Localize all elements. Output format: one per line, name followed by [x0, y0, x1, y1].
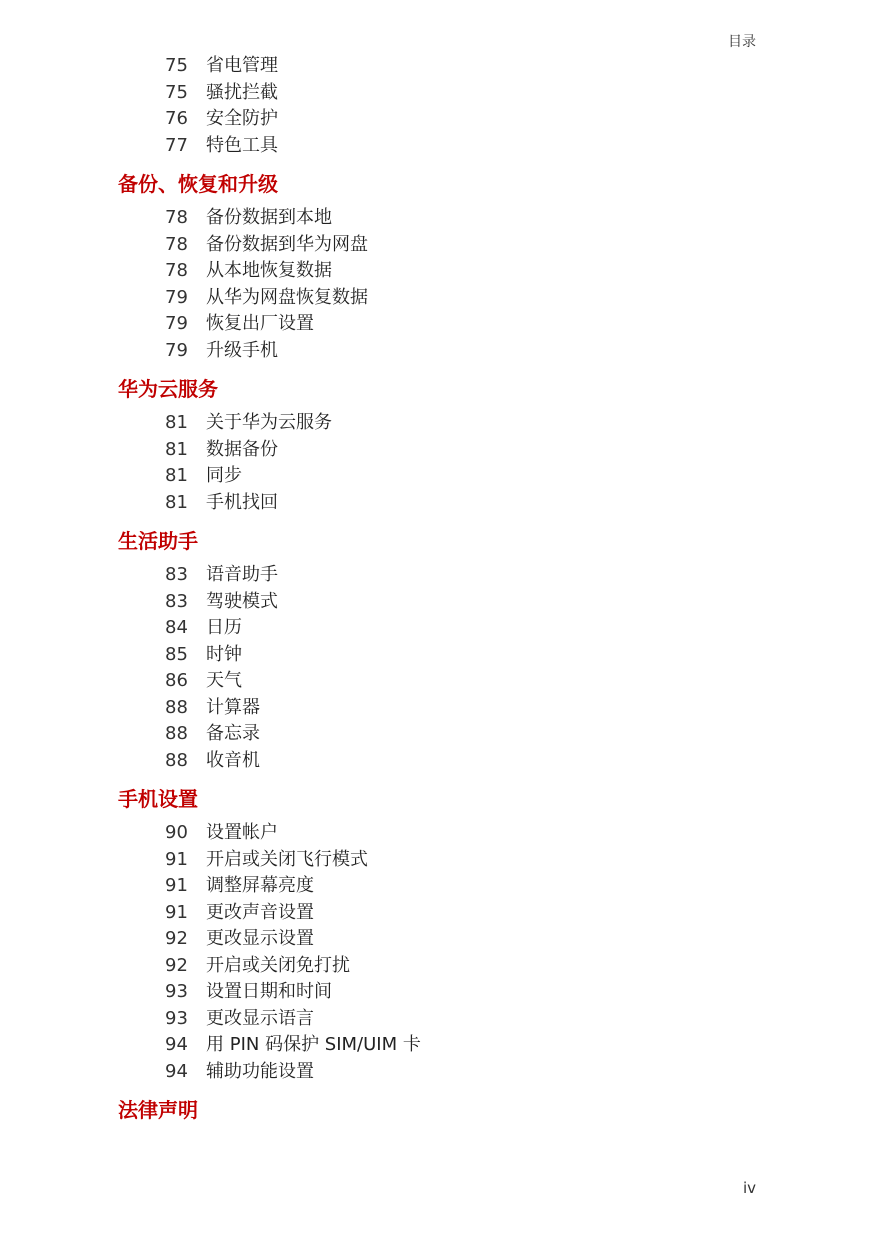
toc-entry-title: 驾驶模式	[206, 590, 278, 612]
toc-section-heading[interactable]: 华为云服务	[118, 377, 218, 401]
toc-entry-page: 92	[165, 928, 188, 949]
toc-entry-title: 设置帐户	[206, 822, 278, 843]
toc-entry[interactable]	[0, 562, 875, 589]
toc-entry-page: 81	[165, 491, 188, 513]
toc-entry-page: 81	[165, 412, 188, 433]
toc-entry-title: 从本地恢复数据	[206, 260, 332, 281]
toc-entry-title: 手机找回	[206, 491, 278, 513]
toc-entry-page: 83	[165, 564, 188, 585]
toc-entry-page: 91	[165, 875, 188, 896]
toc-entry-title: 恢复出厂设置	[206, 313, 314, 334]
toc-entry-page: 91	[165, 848, 188, 870]
toc-entry[interactable]	[0, 900, 875, 927]
toc-entry-title: 用 PIN 码保护 SIM/UIM 卡	[206, 1034, 421, 1055]
toc-entry-page: 78	[165, 233, 188, 255]
toc-entry-page: 78	[165, 207, 188, 228]
toc-entry[interactable]	[0, 1032, 875, 1059]
toc-entry[interactable]	[0, 695, 875, 722]
toc-entry-page: 94	[165, 1060, 188, 1082]
running-header: 目录	[728, 34, 756, 50]
toc-entry-page: 77	[165, 134, 188, 156]
toc-entry-page: 84	[165, 617, 188, 638]
toc-entry[interactable]	[0, 926, 875, 953]
toc-section-heading[interactable]: 备份、恢复和升级	[118, 172, 278, 196]
toc-entry[interactable]	[0, 979, 875, 1006]
toc-entry[interactable]	[0, 106, 875, 133]
toc-entry-title: 日历	[206, 617, 242, 638]
toc-entry-page: 76	[165, 108, 188, 129]
toc-entry-title: 辅助功能设置	[206, 1060, 314, 1082]
toc-entry-title: 从华为网盘恢复数据	[206, 286, 368, 308]
toc-entry-title: 关于华为云服务	[206, 412, 332, 433]
toc-entry[interactable]	[0, 642, 875, 669]
toc-entry-page: 90	[165, 822, 188, 843]
toc-entry-page: 75	[165, 81, 188, 103]
toc-entry-title: 设置日期和时间	[206, 981, 332, 1002]
toc-entry[interactable]	[0, 338, 875, 365]
toc-entry-title: 开启或关闭免打扰	[206, 954, 350, 976]
toc-entry-title: 备忘录	[206, 723, 260, 744]
toc-entry-page: 88	[165, 696, 188, 718]
toc-entry[interactable]	[0, 668, 875, 695]
toc-entry-title: 收音机	[206, 749, 260, 771]
table-of-contents	[0, 53, 875, 1131]
toc-entry-page: 93	[165, 1007, 188, 1029]
toc-entry[interactable]	[0, 410, 875, 437]
toc-entry-title: 同步	[206, 465, 242, 486]
toc-entry[interactable]	[0, 615, 875, 642]
toc-entry-title: 更改显示语言	[206, 1007, 314, 1029]
toc-entry-title: 备份数据到本地	[206, 207, 332, 228]
toc-entry-title: 骚扰拦截	[206, 81, 278, 103]
toc-entry[interactable]	[0, 721, 875, 748]
toc-entry[interactable]	[0, 1059, 875, 1086]
toc-entry-page: 93	[165, 981, 188, 1002]
toc-entry[interactable]	[0, 311, 875, 338]
toc-section-heading[interactable]: 手机设置	[118, 787, 198, 811]
toc-entry-title: 计算器	[206, 696, 260, 718]
toc-entry-title: 特色工具	[206, 134, 278, 156]
toc-entry-title: 天气	[206, 670, 242, 691]
toc-entry[interactable]	[0, 285, 875, 312]
toc-entry[interactable]	[0, 437, 875, 464]
toc-entry-page: 92	[165, 954, 188, 976]
toc-entry-page: 91	[165, 901, 188, 923]
toc-entry-page: 88	[165, 723, 188, 744]
toc-entry-title: 语音助手	[206, 564, 278, 585]
toc-entry-title: 备份数据到华为网盘	[206, 233, 368, 255]
toc-sections	[0, 168, 875, 1127]
toc-entry-page: 85	[165, 643, 188, 665]
toc-entry-title: 开启或关闭飞行模式	[206, 848, 368, 870]
toc-entry[interactable]	[0, 873, 875, 900]
toc-entry[interactable]	[0, 820, 875, 847]
toc-section-heading[interactable]: 法律声明	[118, 1098, 198, 1122]
toc-entry-page: 79	[165, 286, 188, 308]
toc-entry-page: 86	[165, 670, 188, 691]
toc-entry[interactable]	[0, 53, 875, 80]
toc-entry-page: 88	[165, 749, 188, 771]
toc-entry-page: 78	[165, 260, 188, 281]
toc-entry[interactable]	[0, 589, 875, 616]
toc-intro-group	[0, 53, 875, 159]
toc-entry-title: 时钟	[206, 643, 242, 665]
toc-entry[interactable]	[0, 80, 875, 107]
toc-entry[interactable]	[0, 1006, 875, 1033]
toc-entry-page: 79	[165, 339, 188, 361]
toc-entry-page: 81	[165, 438, 188, 460]
toc-entry-title: 安全防护	[206, 108, 278, 129]
toc-entry[interactable]	[0, 748, 875, 775]
toc-entry[interactable]	[0, 258, 875, 285]
page-number: iv	[742, 1179, 756, 1197]
toc-entry-title: 更改显示设置	[206, 928, 314, 949]
toc-entry-title: 升级手机	[206, 339, 278, 361]
toc-entry[interactable]	[0, 953, 875, 980]
toc-entry-title: 更改声音设置	[206, 901, 314, 923]
toc-entry[interactable]	[0, 490, 875, 517]
toc-entry[interactable]	[0, 847, 875, 874]
toc-entry-page: 94	[165, 1034, 188, 1055]
toc-entry-title: 省电管理	[206, 55, 278, 76]
toc-section-heading[interactable]: 生活助手	[118, 529, 198, 553]
toc-entry-page: 83	[165, 590, 188, 612]
toc-entry-title: 调整屏幕亮度	[206, 875, 314, 896]
toc-entry[interactable]	[0, 133, 875, 160]
toc-entry[interactable]	[0, 232, 875, 259]
toc-entry-page: 81	[165, 465, 188, 486]
toc-entry-page: 79	[165, 313, 188, 334]
toc-entry-page: 75	[165, 55, 188, 76]
toc-entry[interactable]	[0, 463, 875, 490]
toc-entry[interactable]	[0, 205, 875, 232]
toc-entry-title: 数据备份	[206, 438, 278, 460]
